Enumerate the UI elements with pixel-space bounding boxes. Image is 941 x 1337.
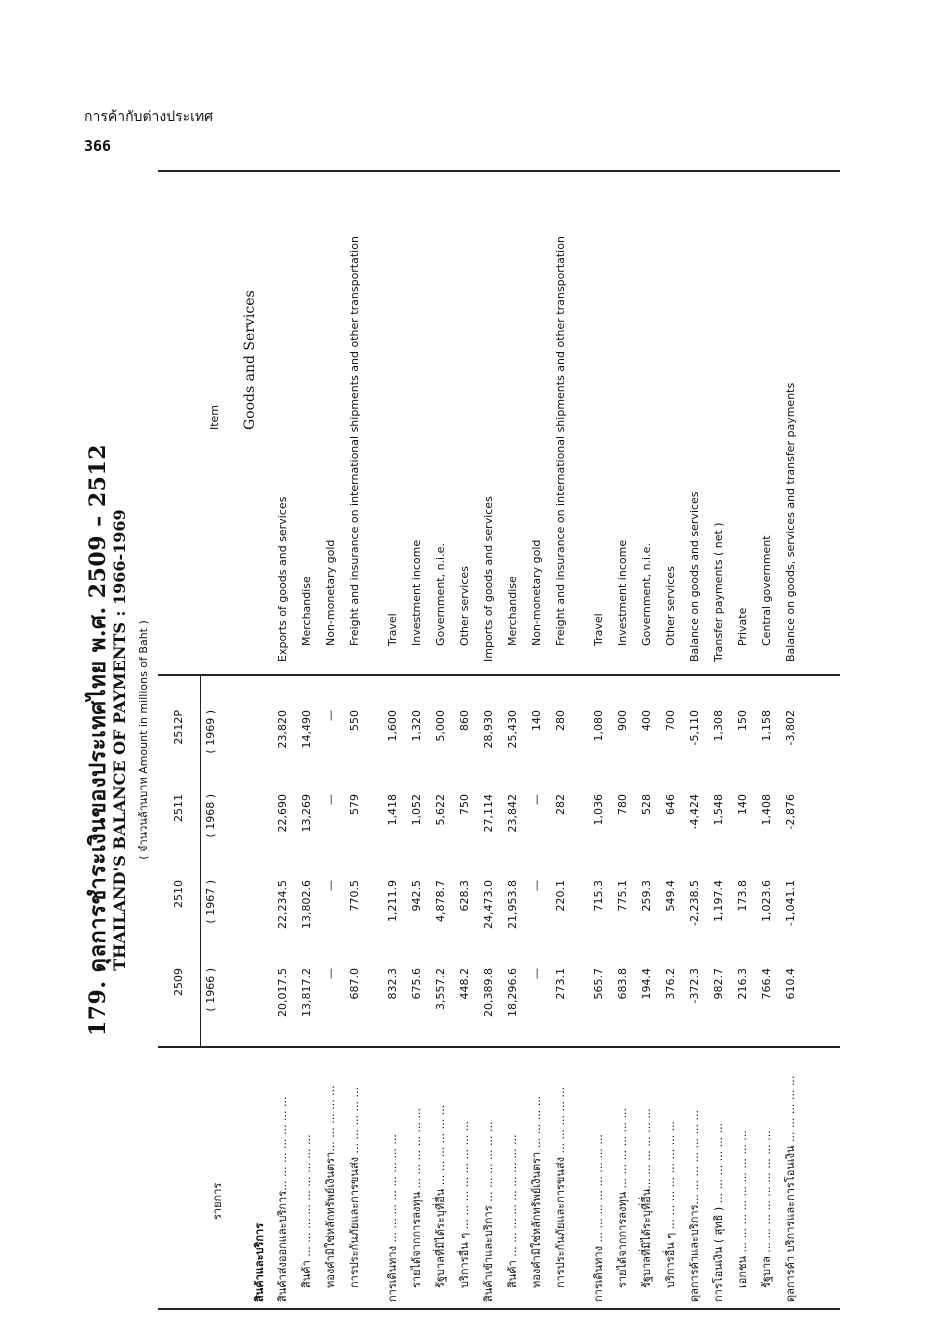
row-label-thai: รัฐบาล ... ... ... ... ... ... ... ... ... xyxy=(760,1130,773,1288)
value-cell: 1,320 xyxy=(410,710,423,742)
row-label-thai: สินค้าเข้าและบริการ ... ... ... ... ... ... xyxy=(482,1121,495,1302)
value-cell: 21,953.8 xyxy=(506,880,519,929)
row-label-thai: การประกันภัยและการขนส่ง ... ... ... ... ... xyxy=(348,1087,361,1288)
row-label-thai: การเดินทาง ... ... ... ... ... ... ... ... xyxy=(386,1134,399,1302)
row-label-thai: รายได้จากการลงทุน ... ... ... ... ... ... xyxy=(616,1107,629,1288)
value-cell: 1,036 xyxy=(592,794,605,826)
value-cell: -2,238.5 xyxy=(688,880,701,926)
value-cell: 3,557.2 xyxy=(434,968,447,1010)
value-cell: — xyxy=(324,794,337,805)
value-cell: 766.4 xyxy=(760,968,773,1000)
row-label-thai: การประกันภัยและการขนส่ง ... ... ... ... ... xyxy=(554,1087,567,1288)
table-row xyxy=(320,170,342,1310)
value-cell: 860 xyxy=(458,710,471,731)
value-cell: 28,930 xyxy=(482,710,495,749)
year-ad: ( 1966 ) xyxy=(204,968,217,1012)
value-cell: 5,622 xyxy=(434,794,447,826)
value-cell: 4,878.7 xyxy=(434,880,447,922)
rotated-table-page xyxy=(80,170,840,1310)
year-be: 2512P xyxy=(172,710,185,745)
row-label-english: Other services xyxy=(458,566,471,646)
table-title-english: THAILAND'S BALANCE OF PAYMENTS : 1966-1969 xyxy=(110,509,129,971)
value-cell: -2,876 xyxy=(784,794,797,830)
value-cell: 216.3 xyxy=(736,968,749,1000)
value-cell: — xyxy=(530,968,543,979)
value-cell: 715.3 xyxy=(592,880,605,912)
value-cell: -5,110 xyxy=(688,710,701,746)
value-cell: 1,548 xyxy=(712,794,725,826)
table-row xyxy=(526,170,548,1310)
value-cell: 1,600 xyxy=(386,710,399,742)
value-cell: 942.5 xyxy=(410,880,423,912)
header-underline xyxy=(200,676,201,1048)
row-label-english: Merchandise xyxy=(300,576,313,646)
row-label-thai: รัฐบาลที่มิได้ระบุที่อื่น... ... ... ... ... ... xyxy=(640,1108,653,1288)
value-cell: 273.1 xyxy=(554,968,567,1000)
row-label-english: Central government xyxy=(760,535,773,646)
value-cell: 23,820 xyxy=(276,710,289,749)
row-label-english: Freight and insurance on international shipments and other transportation xyxy=(554,236,567,646)
value-cell: 13,817.2 xyxy=(300,968,313,1017)
value-cell: -372.3 xyxy=(688,968,701,1004)
row-label-thai: ทองคำมิใช่หลักทรัพย์เงินตรา... ... ... ... ... xyxy=(324,1085,337,1288)
value-cell: 14,490 xyxy=(300,710,313,749)
row-label-english: Balance on goods and services xyxy=(688,491,701,662)
row-label-thai: รายได้จากการลงทุน ... ... ... ... ... ... xyxy=(410,1107,423,1288)
row-label-english: Private xyxy=(736,607,749,646)
table-row xyxy=(478,170,500,1310)
value-cell: 448.2 xyxy=(458,968,471,1000)
value-cell: 22,234.5 xyxy=(276,880,289,929)
row-label-thai: ดุลการค้าและบริการ... ... ... ... ... ... ... xyxy=(688,1110,701,1302)
value-cell: 13,269 xyxy=(300,794,313,833)
year-ad: ( 1969 ) xyxy=(204,710,217,754)
table-row xyxy=(272,170,294,1310)
row-label-english: Other services xyxy=(664,566,677,646)
row-label-english: Travel xyxy=(592,613,605,646)
table-row xyxy=(660,170,682,1310)
table-row xyxy=(502,170,524,1310)
value-cell: 770.5 xyxy=(348,880,361,912)
row-label-english: Non-monetary gold xyxy=(324,539,337,646)
value-cell: 610.4 xyxy=(784,968,797,1000)
year-be: 2510 xyxy=(172,880,185,908)
table-row xyxy=(344,170,366,1310)
value-cell: 550 xyxy=(348,710,361,731)
value-cell: -1,041.1 xyxy=(784,880,797,926)
value-cell: 646 xyxy=(664,794,677,815)
value-cell: 194.4 xyxy=(640,968,653,1000)
row-label-thai: บริการอื่น ๆ ... ... ... ... ... ... ... ... xyxy=(664,1120,677,1288)
row-label-english: Travel xyxy=(386,613,399,646)
table-row xyxy=(636,170,658,1310)
value-cell: 20,389.8 xyxy=(482,968,495,1017)
value-cell: 549.4 xyxy=(664,880,677,912)
value-cell: 565.7 xyxy=(592,968,605,1000)
table-row xyxy=(430,170,452,1310)
section-label-thai: สินค้าและบริการ xyxy=(253,1222,266,1302)
value-cell: 282 xyxy=(554,794,567,815)
value-cell: -3,802 xyxy=(784,710,797,746)
row-label-thai: การเดินทาง ... ... ... ... ... ... ... ... xyxy=(592,1134,605,1302)
row-label-english: Transfer payments ( net ) xyxy=(712,522,725,662)
row-label-english: Investment income xyxy=(410,539,423,646)
table-row xyxy=(732,170,754,1310)
row-label-thai: ดุลการค้า บริการและการโอนเงิน ... ... ... ... ... xyxy=(784,1075,797,1302)
value-cell: 832.3 xyxy=(386,968,399,1000)
value-cell: 140 xyxy=(736,794,749,815)
row-label-thai: ทองคำมิใช่หลักทรัพย์เงินตรา ... ... ... ... xyxy=(530,1095,543,1288)
row-label-thai: สินค้า ... ... ... ... ... ... ... ... ... xyxy=(506,1134,519,1288)
table-row xyxy=(406,170,428,1310)
value-cell: 13,802.6 xyxy=(300,880,313,929)
value-cell: — xyxy=(530,794,543,805)
value-cell: 22,690 xyxy=(276,794,289,833)
value-cell: — xyxy=(530,880,543,891)
row-label-english: Government, n.i.e. xyxy=(434,543,447,646)
value-cell: 628.3 xyxy=(458,880,471,912)
row-label-english: Investment income xyxy=(616,539,629,646)
value-cell: 775.1 xyxy=(616,880,629,912)
value-cell: 1,158 xyxy=(760,710,773,742)
table-row xyxy=(454,170,476,1310)
year-be: 2509 xyxy=(172,968,185,996)
value-cell: 23,842 xyxy=(506,794,519,833)
table-row xyxy=(756,170,778,1310)
value-cell: 400 xyxy=(640,710,653,731)
table-row xyxy=(296,170,318,1310)
value-cell: 1,308 xyxy=(712,710,725,742)
column-header-english: Item xyxy=(208,404,221,430)
row-label-thai: บริการอื่น ๆ ... ... ... ... ... ... ... ... xyxy=(458,1120,471,1288)
value-cell: 280 xyxy=(554,710,567,731)
value-cell: 900 xyxy=(616,710,629,731)
value-cell: 1,408 xyxy=(760,794,773,826)
year-ad: ( 1968 ) xyxy=(204,794,217,838)
value-cell: 982.7 xyxy=(712,968,725,1000)
row-label-english: Merchandise xyxy=(506,576,519,646)
value-cell: -4,424 xyxy=(688,794,701,830)
value-cell: 220.1 xyxy=(554,880,567,912)
table-title-thai: 179. ดุลการชำระเงินของประเทศไทย พ.ศ. 2509 – 2512 xyxy=(85,443,111,1037)
value-cell: 750 xyxy=(458,794,471,815)
value-cell: — xyxy=(324,968,337,979)
value-cell: 1,023.6 xyxy=(760,880,773,922)
section-header: การค้ากับต่างประเทศ xyxy=(84,109,214,125)
value-cell: 675.6 xyxy=(410,968,423,1000)
value-cell: 1,418 xyxy=(386,794,399,826)
value-cell: 5,000 xyxy=(434,710,447,742)
value-cell: 683.8 xyxy=(616,968,629,1000)
value-cell: 1,052 xyxy=(410,794,423,826)
row-label-thai: รัฐบาลที่มิได้ระบุที่อื่น ... ... ... ... ... ... xyxy=(434,1104,447,1288)
value-cell: 528 xyxy=(640,794,653,815)
table-row xyxy=(708,170,730,1310)
value-cell: 376.2 xyxy=(664,968,677,1000)
value-cell: 1,211.9 xyxy=(386,880,399,922)
value-cell: 1,080 xyxy=(592,710,605,742)
column-header-thai: รายการ xyxy=(211,1182,224,1220)
value-cell: — xyxy=(324,880,337,891)
value-cell: 18,296.6 xyxy=(506,968,519,1017)
value-cell: 579 xyxy=(348,794,361,815)
year-be: 2511 xyxy=(172,794,185,822)
row-label-english: Non-monetary gold xyxy=(530,539,543,646)
table-row xyxy=(550,170,572,1310)
table-row xyxy=(588,170,610,1310)
value-cell: 1,197.4 xyxy=(712,880,725,922)
value-cell: 25,430 xyxy=(506,710,519,749)
value-cell: 700 xyxy=(664,710,677,731)
value-cell: 24,473.0 xyxy=(482,880,495,929)
row-label-thai: เอกชน ... ... ... ... ... ... ... ... ... xyxy=(736,1130,749,1288)
row-label-english: Government, n.i.e. xyxy=(640,543,653,646)
row-label-thai: สินค้าส่งออกและบริการ... ... ... ... ... ... ... xyxy=(276,1096,289,1302)
table-row xyxy=(780,170,802,1310)
value-cell: 27,114 xyxy=(482,794,495,833)
value-cell: 173.8 xyxy=(736,880,749,912)
row-label-thai: การโอนเงิน ( สุทธิ ) ... ... ... ... ... ... xyxy=(712,1122,725,1302)
value-cell: 20,017.5 xyxy=(276,968,289,1017)
year-ad: ( 1967 ) xyxy=(204,880,217,924)
value-cell: 259.3 xyxy=(640,880,653,912)
value-cell: — xyxy=(324,710,337,721)
value-cell: 687.0 xyxy=(348,968,361,1000)
value-cell: 780 xyxy=(616,794,629,815)
row-label-english: Balance on goods, services and transfer payments xyxy=(784,382,797,662)
table-unit-note: ( จำนวนล้านบาท Amount in millions of Baht ) xyxy=(137,620,150,860)
row-label-english: Freight and insurance on international shipments and other transportation xyxy=(348,236,361,646)
section-label-english: Goods and Services xyxy=(242,290,258,430)
table-row xyxy=(382,170,404,1310)
page-number: 366 xyxy=(84,137,112,155)
table-row xyxy=(612,170,634,1310)
value-cell: 150 xyxy=(736,710,749,731)
row-label-thai: สินค้า ... ... ... ... ... ... ... ... ... xyxy=(300,1134,313,1288)
table-row xyxy=(684,170,706,1310)
row-label-english: Exports of goods and services xyxy=(276,496,289,662)
row-label-english: Imports of goods and services xyxy=(482,496,495,662)
value-cell: 140 xyxy=(530,710,543,731)
